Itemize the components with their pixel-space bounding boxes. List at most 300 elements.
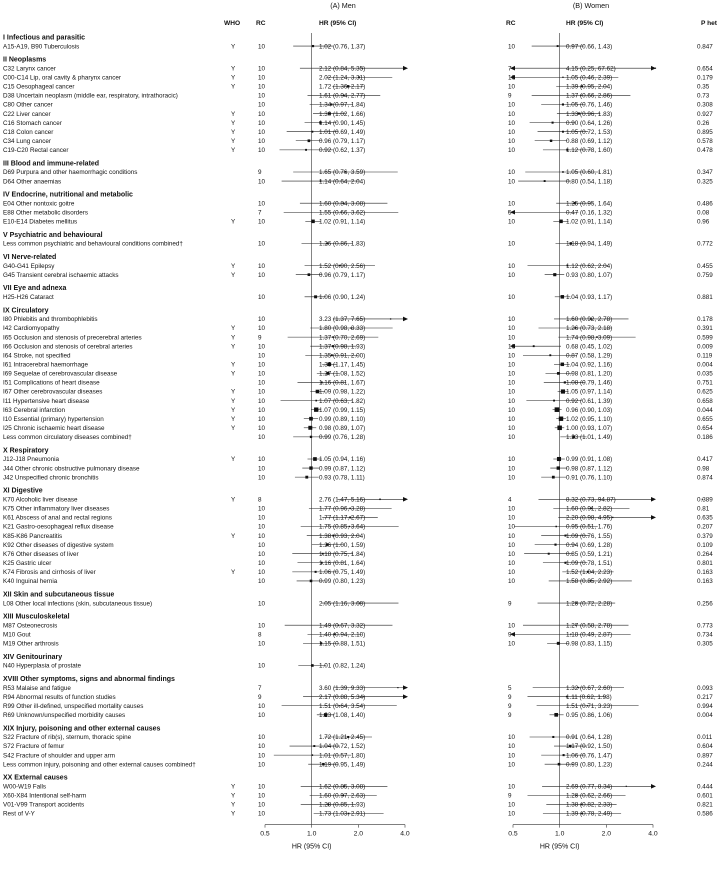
hr-text-women: 1.38 (0.82, 2.33)	[566, 801, 613, 809]
p-het-value: 0.08	[697, 209, 710, 217]
rc-value-women: 10	[508, 43, 516, 51]
hr-text-women: 1.28 (0.62, 2.66)	[566, 792, 613, 800]
x-tick-label-men: 2.0	[353, 830, 364, 838]
rc-value-men: 10	[258, 514, 266, 522]
rc-value-women: 7	[508, 65, 512, 73]
row-label: I63 Cerebral infarction	[3, 406, 65, 414]
rc-value-women: 10	[508, 415, 516, 423]
hr-text-women: 4.15 (0.25, 67.62)	[566, 65, 616, 73]
hr-text-women: 1.02 (0.91, 1.14)	[566, 218, 613, 226]
rc-value-men: 9	[258, 693, 262, 701]
hr-box-women	[552, 122, 554, 124]
p-het-value: 0.874	[697, 474, 713, 482]
hr-text-men: 1.15 (0.88, 1.51)	[319, 640, 366, 648]
who-flag: Y	[231, 334, 236, 342]
hr-box-women	[554, 713, 558, 717]
hr-box-women	[655, 68, 656, 69]
hr-text-women: 1.09 (0.78, 1.51)	[566, 559, 613, 567]
rc-value-women: 10	[508, 743, 516, 751]
row-label: J44 Other chronic obstructive pulmonary disease	[3, 465, 140, 473]
p-het-value: 0.625	[697, 388, 713, 396]
section-title: III Blood and immune-related	[3, 160, 100, 168]
section-title: XII Skin and subcutaneous tissue	[3, 591, 115, 599]
section-title: VII Eye and adnexa	[3, 285, 67, 293]
table-row	[3, 272, 713, 279]
who-header: WHO	[224, 20, 241, 27]
row-label: D69 Purpura and other haemorrhagic conditions	[3, 169, 138, 177]
hr-text-women: 1.12 (0.78, 1.60)	[566, 147, 613, 155]
hr-text-women: 1.39 (0.78, 2.49)	[566, 810, 613, 818]
table-row	[3, 398, 713, 405]
hr-box-women	[562, 171, 564, 173]
hr-text-men: 1.14 (0.64, 2.04)	[319, 178, 366, 186]
hr-text-women: 1.05 (0.72, 1.53)	[566, 128, 613, 136]
hr-box-men	[313, 457, 317, 461]
hr-text-women: 1.60 (0.92, 2.78)	[566, 316, 613, 324]
row-label: M10 Gout	[3, 631, 31, 639]
hr-text-men: 1.07 (0.99, 1.15)	[319, 406, 366, 414]
who-flag: Y	[231, 569, 236, 577]
p-het-value: 0.163	[697, 569, 713, 577]
rc-value-men: 10	[258, 352, 266, 360]
hr-text-women: 0.91 (0.64, 1.28)	[566, 734, 613, 742]
hr-text-women: 0.95 (0.51, 1.76)	[566, 523, 613, 531]
table-row	[3, 578, 713, 585]
table-row	[3, 241, 713, 248]
hr-text-men: 0.99 (0.89, 1.10)	[319, 415, 366, 423]
row-label: W00-W19 Falls	[3, 783, 47, 791]
hr-text-men: 0.99 (0.76, 1.28)	[319, 434, 366, 442]
who-flag: Y	[231, 262, 236, 270]
hr-text-women: 1.11 (0.62, 1.98)	[566, 693, 612, 701]
row-label: C00-C14 Lip, oral cavity & pharynx cancer	[3, 74, 121, 82]
p-het-value: 0.98	[697, 465, 710, 473]
who-flag: Y	[231, 271, 236, 279]
rc-value-men: 10	[258, 43, 266, 51]
row-label: Less common circulatory diseases combined†	[3, 434, 132, 442]
p-het-value: 0.244	[697, 761, 713, 769]
hr-text-men: 1.01 (0.82, 1.24)	[319, 662, 366, 670]
hr-text-women: 0.80 (0.54, 1.18)	[566, 178, 613, 186]
rc-value-men: 10	[258, 294, 266, 302]
table-row	[3, 802, 713, 809]
rc-value-women: 10	[508, 83, 516, 91]
row-label: I69 Sequelae of cerebrovascular disease	[3, 370, 118, 378]
p-het-value: 0.994	[697, 702, 713, 710]
hr-text-men: 1.04 (0.72, 1.52)	[319, 743, 366, 751]
rc-value-men: 9	[258, 334, 262, 342]
row-label: K61 Abscess of anal and rectal regions	[3, 514, 112, 522]
p-het-value: 0.759	[697, 271, 713, 279]
section-header	[3, 254, 56, 261]
p-het-value: 0.207	[697, 523, 713, 531]
hr-box-men	[314, 295, 317, 298]
row-label: K75 Other inflammatory liver diseases	[3, 505, 110, 513]
who-flag: Y	[231, 361, 236, 369]
who-flag: Y	[231, 783, 236, 791]
rc-value-men: 10	[258, 325, 266, 333]
rc-value-women: 10	[508, 559, 516, 567]
hr-box-women	[557, 426, 562, 431]
section-title: IV Endocrine, nutritional and metabolic	[3, 191, 133, 199]
rc-value-men: 10	[258, 271, 266, 279]
who-flag: Y	[231, 43, 236, 51]
hr-text-women: 1.18 (0.94, 1.49)	[566, 240, 613, 248]
table-row	[3, 219, 710, 226]
p-het-value: 0.35	[697, 83, 710, 91]
p-het-value: 0.601	[697, 792, 713, 800]
who-flag: Y	[231, 137, 236, 145]
p-het-value: 0.96	[697, 218, 710, 226]
hr-text-men: 1.35 (0.91, 2.00)	[319, 352, 366, 360]
hr-text-men: 0.96 (0.79, 1.17)	[319, 271, 366, 279]
hr-text-men: 1.02 (0.76, 1.37)	[319, 43, 366, 51]
rc-value-women: 10	[508, 465, 516, 473]
rc-value-women: 10	[508, 622, 516, 630]
rc-value-women: 10	[508, 361, 516, 369]
rc-value-men: 10	[258, 578, 266, 586]
row-label: R94 Abnormal results of function studies	[3, 693, 116, 701]
hr-text-men: 1.51 (0.64, 3.54)	[319, 702, 366, 710]
table-row	[3, 465, 710, 472]
section-header	[3, 160, 99, 167]
table-row	[3, 474, 713, 481]
table-row	[3, 169, 713, 176]
p-het-value: 0.308	[697, 101, 713, 109]
hr-text-men: 1.07 (0.63, 1.82)	[319, 397, 366, 405]
p-het-value: 0.119	[697, 352, 713, 360]
rc-value-men: 10	[258, 523, 266, 531]
hr-box-men	[314, 407, 318, 411]
x-axis-label-women: HR (95% CI)	[539, 843, 580, 851]
row-label: Less common psychiatric and behavioural conditions combined†	[3, 240, 183, 248]
table-row	[3, 178, 713, 185]
p-het-value: 0.035	[697, 370, 713, 378]
row-label: I65 Occlusion and stenosis of precerebral arteries	[3, 334, 142, 342]
row-label: S72 Fracture of femur	[3, 743, 65, 751]
row-label: X60-X84 Intentional self-harm	[3, 792, 87, 800]
rc-value-women: 10	[508, 434, 516, 442]
rc-value-women: 9	[508, 712, 512, 720]
row-label: I61 Intracerebral haemorrhage	[3, 361, 89, 369]
row-label: R69 Unknown/unspecified morbidity causes	[3, 712, 126, 720]
rc-value-women: 9	[508, 792, 512, 800]
rc-value-women: 10	[508, 169, 516, 177]
rc-value-women: 10	[508, 397, 516, 405]
table-row	[3, 524, 713, 531]
section-title: X Respiratory	[3, 447, 49, 455]
hr-box-women	[561, 363, 565, 367]
table-row	[3, 631, 713, 638]
p-het-value: 0.604	[697, 743, 713, 751]
p-het-value: 0.26	[697, 119, 710, 127]
hr-text-women: 0.95 (0.86, 1.06)	[566, 712, 613, 720]
section-title: XVIII Other symptoms, signs and abnormal findings	[3, 675, 175, 683]
table-row	[3, 784, 713, 791]
table-row	[3, 712, 713, 719]
p-het-value: 0.217	[697, 693, 713, 701]
rc-value-women: 10	[508, 569, 516, 577]
rc-value-women: 10	[508, 388, 516, 396]
who-flag: Y	[231, 218, 236, 226]
rc-value-women: 10	[508, 425, 516, 432]
rc-value-men: 10	[258, 218, 266, 226]
hr-box-women	[562, 103, 564, 105]
x-tick-label-men: 0.5	[260, 830, 270, 838]
x-tick-label-men: 4.0	[400, 830, 410, 838]
who-flag: Y	[231, 415, 236, 423]
hr-box-women	[561, 389, 565, 393]
p-het-value: 0.444	[697, 783, 713, 791]
rc-value-women: 10	[508, 325, 516, 333]
hr-text-men: 1.77 (1.17, 2.67)	[319, 514, 366, 522]
section-header	[3, 676, 175, 683]
row-label: I51 Complications of heart disease	[3, 379, 100, 387]
hr-text-men: 1.77 (0.96, 3.28)	[319, 505, 366, 513]
table-row	[3, 533, 713, 540]
row-label: K25 Gastric ulcer	[3, 559, 52, 567]
hr-text-men: 1.01 (0.57, 1.80)	[319, 752, 366, 760]
p-het-value: 0.391	[697, 325, 713, 333]
hr-text-men: 1.14 (0.90, 1.45)	[319, 119, 366, 127]
section-header	[3, 488, 43, 495]
rc-value-women: 10	[508, 370, 516, 378]
table-row	[3, 811, 713, 818]
hr-text-men: 1.16 (0.81, 1.67)	[319, 379, 366, 387]
rc-value-men: 10	[258, 379, 266, 387]
row-label: C80 Other cancer	[3, 101, 53, 109]
table-row	[3, 371, 713, 378]
rc-value-women: 10	[508, 523, 516, 531]
hr-text-women: 0.96 (0.90, 1.03)	[566, 406, 613, 414]
rc-value-men: 10	[258, 456, 266, 464]
rc-value-women: 10	[508, 752, 516, 760]
hr-text-women: 1.32 (0.67, 2.60)	[566, 684, 613, 692]
row-label: C32 Larynx cancer	[3, 65, 56, 73]
table-row	[3, 380, 713, 387]
table-row	[3, 685, 713, 692]
table-row	[3, 120, 710, 127]
table-row	[3, 65, 713, 72]
hr-box-men	[309, 466, 312, 469]
x-tick-label-women: 1.0	[554, 830, 565, 838]
hr-text-women: 2.20 (0.98, 4.95)	[566, 514, 613, 522]
table-row	[3, 694, 713, 701]
hr-text-men: 2.05 (1.16, 3.63)	[319, 600, 366, 608]
table-row	[3, 102, 713, 109]
rc-value-men: 10	[258, 240, 266, 248]
rc-value-men: 10	[258, 92, 266, 100]
hr-box-men	[313, 745, 315, 747]
hr-text-men: 1.05 (0.94, 1.16)	[319, 456, 366, 464]
row-label: K21 Gastro-oesophageal reflux disease	[3, 523, 114, 531]
row-label: Rest of V-Y	[3, 810, 35, 818]
table-row	[3, 734, 713, 741]
rc-value-men: 10	[258, 74, 266, 82]
rc-value-men: 10	[258, 415, 266, 423]
hr-box-men	[379, 499, 381, 501]
hr-box-men	[315, 571, 317, 573]
table-row	[3, 703, 713, 710]
x-axis-label-men: HR (95% CI)	[291, 843, 332, 851]
rc-value-women: 10	[508, 218, 516, 226]
rc-value-women: 10	[508, 334, 516, 342]
p-het-value: 0.455	[697, 262, 713, 270]
hr-box-women	[548, 553, 550, 555]
hr-text-men: 0.99 (0.80, 1.23)	[319, 578, 366, 586]
table-row	[3, 129, 713, 136]
rc-value-men: 10	[258, 792, 266, 800]
who-flag: Y	[231, 119, 236, 127]
row-label: G40-G41 Epilepsy	[3, 262, 55, 270]
p-het-value: 0.801	[697, 559, 713, 567]
table-row	[3, 43, 713, 50]
p-het-value: 0.009	[697, 343, 713, 351]
hr-box-women	[562, 77, 563, 78]
hr-text-men: 1.65 (0.76, 3.59)	[319, 169, 366, 177]
section-title: VI Nerve-related	[3, 253, 57, 261]
row-label: K76 Other diseases of liver	[3, 550, 79, 558]
row-label: R99 Other ill-defined, unspecified mortality causes	[3, 702, 144, 710]
section-title: XIV Genitourinary	[3, 653, 63, 661]
hr-box-men	[308, 139, 311, 142]
table-row	[3, 434, 713, 441]
table-row	[3, 515, 713, 522]
p-het-value: 0.179	[697, 74, 713, 82]
p-het-value: 0.578	[697, 137, 713, 145]
section-title: II Neoplasms	[3, 56, 47, 64]
p-het-value: 0.256	[697, 600, 713, 608]
p-het-value: 0.635	[697, 514, 713, 522]
hr-text-men: 2.17 (0.88, 5.34)	[319, 693, 366, 701]
who-flag: Y	[231, 425, 236, 432]
row-label: L08 Other local infections (skin, subcutaneous tissue)	[3, 600, 153, 608]
table-row	[3, 641, 713, 648]
p-het-value: 0.847	[697, 43, 713, 51]
hr-text-women: 1.26 (0.73, 2.18)	[566, 325, 613, 333]
hr-text-women: 1.28 (0.72, 2.28)	[566, 600, 613, 608]
hr-text-women: 1.51 (0.71, 3.23)	[566, 702, 613, 710]
hr-text-men: 1.30 (1.17, 1.45)	[319, 361, 366, 369]
section-header	[3, 307, 49, 314]
rc-value-men: 10	[258, 343, 266, 351]
p-het-value: 0.389	[697, 496, 713, 504]
row-label: K92 Other diseases of digestive system	[3, 541, 114, 549]
hr-text-women: 1.05 (0.97, 1.14)	[566, 388, 613, 396]
section-header	[3, 614, 70, 621]
hr-text-women: 1.00 (0.93, 1.07)	[566, 425, 613, 432]
hr-text-women: 0.47 (0.16, 1.32)	[566, 209, 613, 217]
rc-value-men: 8	[258, 631, 262, 639]
panel-title-women: (B) Women	[572, 1, 610, 10]
rc-value-men: 10	[258, 550, 266, 558]
rc-value-women: 10	[508, 74, 516, 82]
row-label: C18 Colon cancer	[3, 128, 54, 136]
hr-text-men: 0.98 (0.89, 1.07)	[319, 425, 366, 432]
who-flag: Y	[231, 65, 236, 73]
p-het-value: 0.881	[697, 294, 713, 302]
rc-value-women: 10	[508, 262, 516, 270]
ci-arrow-right-men	[403, 685, 408, 690]
ci-arrow-right-men	[403, 66, 408, 71]
p-het-value: 0.305	[697, 640, 713, 648]
table-row	[3, 496, 713, 503]
p-het-value: 0.73	[697, 92, 710, 100]
hr-text-women: 0.99 (0.80, 1.23)	[566, 761, 613, 769]
row-label: A15-A19, B90 Tuberculosis	[3, 43, 80, 51]
hr-text-women: 0.98 (0.81, 1.20)	[566, 370, 613, 378]
rc-value-men: 10	[258, 397, 266, 405]
rc-value-men: 10	[258, 761, 266, 769]
hr-text-men: 1.02 (0.91, 1.14)	[319, 218, 366, 226]
hr-text-men: 1.30 (1.02, 1.66)	[319, 110, 366, 118]
table-row	[3, 622, 713, 629]
rc-value-men: 10	[258, 622, 266, 630]
hr-text-women: 1.58 (0.85, 2.92)	[566, 578, 613, 586]
hr-box-men	[397, 687, 398, 688]
rc-value-men: 10	[258, 147, 266, 155]
row-label: I10 Essential (primary) hypertension	[3, 415, 104, 423]
hr-text-women: 1.37 (0.66, 2.86)	[566, 92, 613, 100]
hr-box-women	[552, 476, 555, 479]
who-flag: Y	[231, 147, 236, 155]
hr-text-men: 1.19 (0.95, 1.49)	[319, 761, 366, 769]
hr-box-women	[553, 273, 556, 276]
rc-value-women: 10	[508, 137, 516, 145]
hr-box-women	[549, 354, 551, 356]
rc-value-women: 10	[508, 640, 516, 648]
hr-text-women: 0.94 (0.69, 1.28)	[566, 541, 613, 549]
p-het-value: 0.599	[697, 334, 713, 342]
table-row	[3, 209, 710, 216]
who-flag: Y	[231, 532, 236, 540]
row-label: E88 Other metabolic disorders	[3, 209, 89, 217]
hr-text-men: 1.55 (0.66, 3.62)	[319, 209, 366, 217]
hr-text-men: 1.75 (0.85, 3.64)	[319, 523, 366, 531]
table-row	[3, 294, 713, 301]
rc-value-men: 10	[258, 662, 266, 670]
hr-box-women	[612, 517, 613, 518]
ci-arrow-right-men	[403, 317, 408, 322]
p-het-value: 0.379	[697, 532, 713, 540]
hr-header-women: HR (95% CI)	[566, 20, 604, 27]
hr-text-men: 1.40 (0.94, 2.10)	[319, 631, 366, 639]
row-label: S22 Fracture of rib(s), sternum, thoracic spine	[3, 734, 132, 742]
row-label: M87 Osteonecrosis	[3, 622, 58, 630]
p-het-value: 0.109	[697, 541, 713, 549]
hr-text-women: 1.23 (1.01, 1.49)	[566, 434, 613, 442]
row-label: C15 Oesophageal cancer	[3, 83, 75, 91]
hr-box-women	[552, 736, 554, 738]
hr-text-men: 3.23 (1.37, 7.65)	[319, 316, 366, 324]
row-label: I64 Stroke, not specified	[3, 352, 71, 360]
hr-box-women	[626, 786, 627, 787]
table-row	[3, 551, 713, 558]
p-het-value: 0.751	[697, 379, 713, 387]
section-title: V Psychiatric and behavioural	[3, 231, 103, 239]
rc-value-women: 10	[508, 541, 516, 549]
rc-value-women: 10	[508, 578, 516, 586]
table-row	[3, 343, 713, 350]
table-row	[3, 74, 713, 81]
hr-box-men	[308, 426, 312, 430]
hr-box-men	[315, 400, 317, 402]
section-header	[3, 775, 68, 782]
row-label: M19 Other arthrosis	[3, 640, 59, 648]
hr-box-women	[557, 466, 560, 469]
rc-value-women: 9	[508, 92, 512, 100]
table-row	[3, 263, 713, 270]
